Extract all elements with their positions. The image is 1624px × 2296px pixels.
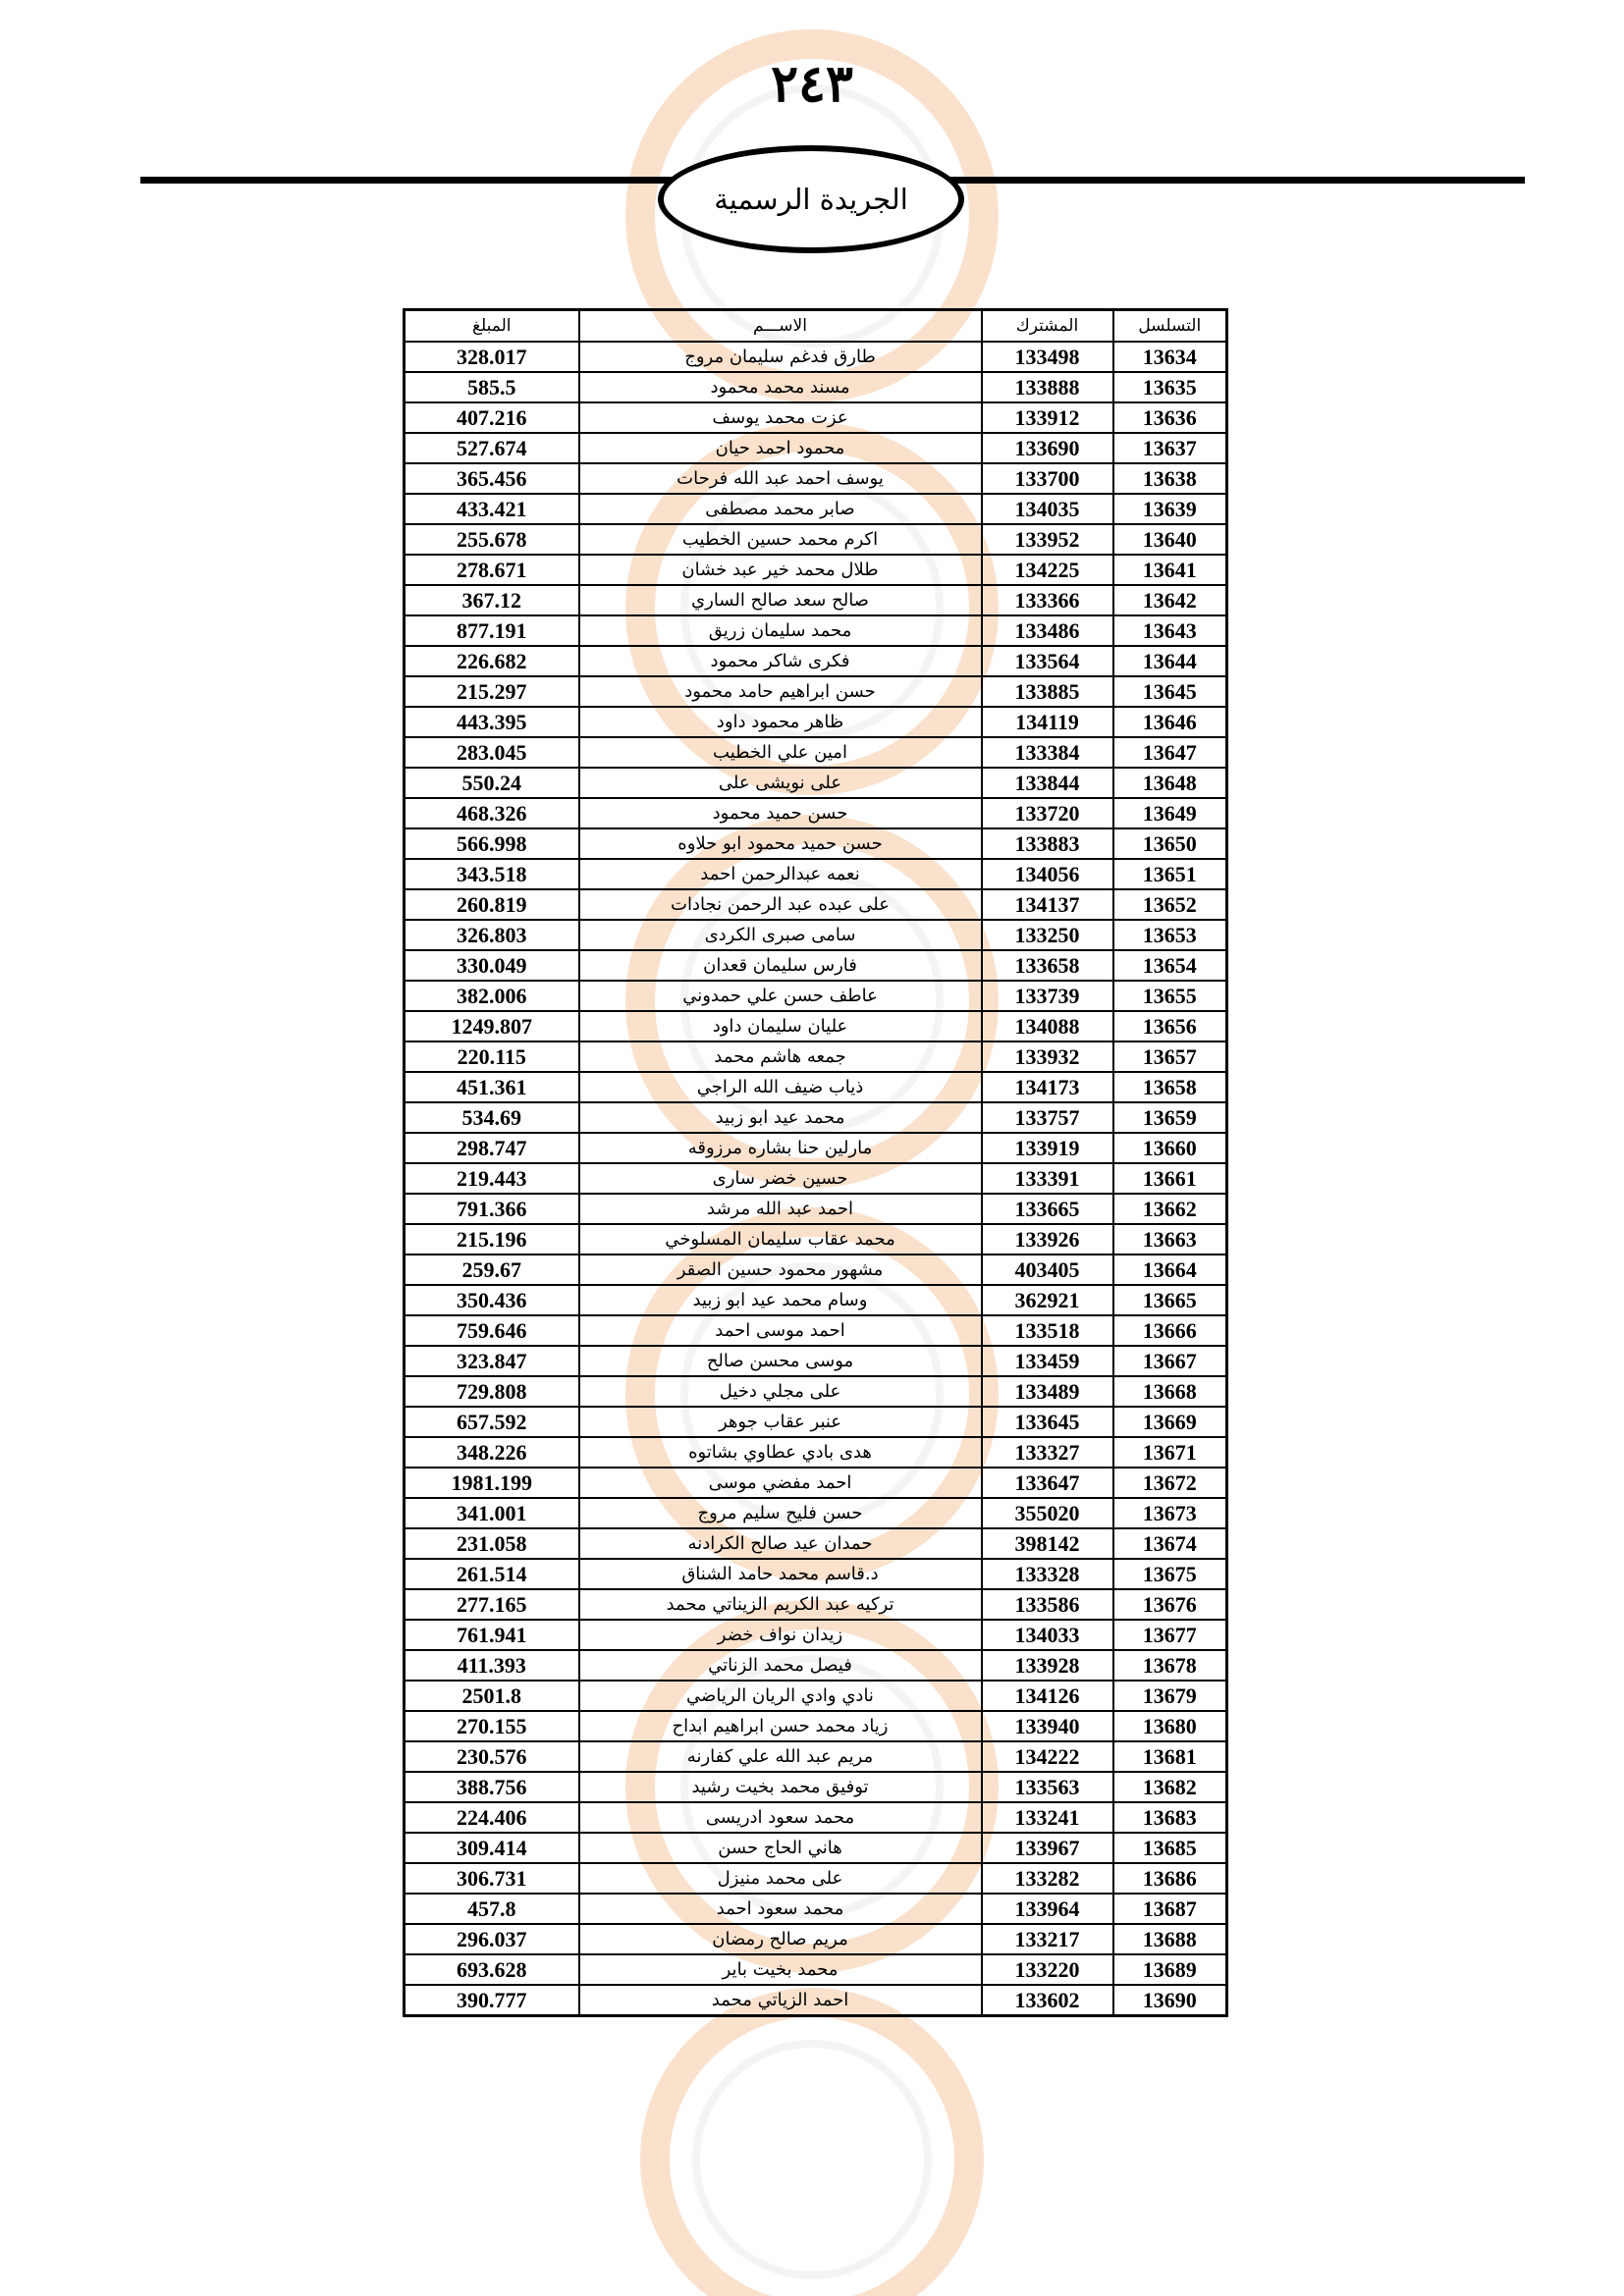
- cell-subscriber: 133241: [982, 1802, 1113, 1833]
- cell-name: امين علي الخطيب: [579, 737, 982, 768]
- cell-subscriber: 133952: [982, 524, 1113, 555]
- cell-name: حسن ابراهيم حامد محمود: [579, 676, 982, 707]
- table-row: [405, 1437, 1227, 1468]
- cell-subscriber: 133366: [982, 585, 1113, 615]
- cell-name: حسن حميد محمود: [579, 798, 982, 828]
- cell-subscriber: 134033: [982, 1620, 1113, 1650]
- cell-subscriber: 134222: [982, 1741, 1113, 1772]
- cell-name: محمد عقاب سليمان المسلوخي: [579, 1224, 982, 1255]
- cell-name: على عبده عبد الرحمن نجادات: [579, 889, 982, 920]
- header-oval: [658, 145, 964, 253]
- cell-subscriber: 133391: [982, 1163, 1113, 1194]
- cell-serial: 13668: [1113, 1376, 1227, 1407]
- cell-subscriber: 133282: [982, 1863, 1113, 1894]
- cell-amount: 550.24: [405, 768, 579, 798]
- table-row: [405, 463, 1227, 494]
- cell-subscriber: 133912: [982, 402, 1113, 433]
- table-row: [405, 1650, 1227, 1681]
- cell-amount: 657.592: [405, 1407, 579, 1437]
- cell-serial: 13679: [1113, 1681, 1227, 1711]
- cell-subscriber: 134088: [982, 1011, 1113, 1041]
- cell-serial: 13683: [1113, 1802, 1227, 1833]
- table-row: [405, 585, 1227, 615]
- cell-name: فيصل محمد الزناتي: [579, 1650, 982, 1681]
- cell-name: زياد محمد حسن ابراهيم ابداح: [579, 1711, 982, 1741]
- cell-serial: 13641: [1113, 555, 1227, 585]
- cell-amount: 791.366: [405, 1194, 579, 1224]
- cell-amount: 729.808: [405, 1376, 579, 1407]
- cell-name: د.قاسم محمد حامد الشناق: [579, 1559, 982, 1589]
- cell-amount: 534.69: [405, 1102, 579, 1133]
- table-row: [405, 828, 1227, 859]
- cell-serial: 13667: [1113, 1346, 1227, 1376]
- cell-name: عنبر عقاب جوهر: [579, 1407, 982, 1437]
- table-row: [405, 1954, 1227, 1985]
- cell-amount: 309.414: [405, 1833, 579, 1863]
- table-row: [405, 1315, 1227, 1346]
- table-row: [405, 1011, 1227, 1041]
- cell-name: وسام محمد عيد ابو زبيد: [579, 1285, 982, 1315]
- cell-amount: 759.646: [405, 1315, 579, 1346]
- cell-amount: 468.326: [405, 798, 579, 828]
- table-row: [405, 1072, 1227, 1102]
- cell-name: نادي وادي الريان الرياضي: [579, 1681, 982, 1711]
- cell-amount: 457.8: [405, 1894, 579, 1924]
- cell-amount: 219.443: [405, 1163, 579, 1194]
- cell-subscriber: 133919: [982, 1133, 1113, 1163]
- cell-serial: 13638: [1113, 463, 1227, 494]
- cell-amount: 350.436: [405, 1285, 579, 1315]
- cell-name: محمود احمد حيان: [579, 433, 982, 463]
- table-row: [405, 1255, 1227, 1285]
- cell-amount: 270.155: [405, 1711, 579, 1741]
- cell-subscriber: 133926: [982, 1224, 1113, 1255]
- cell-subscriber: 403405: [982, 1255, 1113, 1285]
- cell-serial: 13685: [1113, 1833, 1227, 1863]
- cell-name: موسى محسن صالح: [579, 1346, 982, 1376]
- cell-serial: 13688: [1113, 1924, 1227, 1954]
- header-amount: المبلغ: [405, 310, 579, 343]
- table-row: [405, 372, 1227, 402]
- cell-amount: 328.017: [405, 342, 579, 372]
- cell-subscriber: 133844: [982, 768, 1113, 798]
- cell-name: مشهور محمود حسين الصقر: [579, 1255, 982, 1285]
- table-row: [405, 342, 1227, 372]
- cell-amount: 296.037: [405, 1924, 579, 1954]
- cell-subscriber: 133459: [982, 1346, 1113, 1376]
- cell-amount: 260.819: [405, 889, 579, 920]
- cell-serial: 13661: [1113, 1163, 1227, 1194]
- cell-subscriber: 133220: [982, 1954, 1113, 1985]
- cell-subscriber: 134126: [982, 1681, 1113, 1711]
- cell-serial: 13636: [1113, 402, 1227, 433]
- table-row: [405, 494, 1227, 524]
- cell-amount: 283.045: [405, 737, 579, 768]
- cell-serial: 13651: [1113, 859, 1227, 889]
- cell-name: احمد الزياتي محمد: [579, 1985, 982, 2016]
- cell-serial: 13689: [1113, 1954, 1227, 1985]
- cell-subscriber: 133498: [982, 342, 1113, 372]
- table-row: [405, 1772, 1227, 1802]
- cell-serial: 13657: [1113, 1041, 1227, 1072]
- cell-name: طارق فدغم سليمان مروج: [579, 342, 982, 372]
- table-row: [405, 646, 1227, 676]
- cell-amount: 365.456: [405, 463, 579, 494]
- cell-amount: 433.421: [405, 494, 579, 524]
- cell-subscriber: 355020: [982, 1498, 1113, 1528]
- cell-name: مسند محمد محمود: [579, 372, 982, 402]
- table-row: [405, 1346, 1227, 1376]
- cell-name: توفيق محمد بخيت رشيد: [579, 1772, 982, 1802]
- cell-serial: 13655: [1113, 981, 1227, 1011]
- cell-subscriber: 133645: [982, 1407, 1113, 1437]
- cell-serial: 13673: [1113, 1498, 1227, 1528]
- cell-serial: 13653: [1113, 920, 1227, 950]
- cell-name: عاطف حسن علي حمدوني: [579, 981, 982, 1011]
- cell-name: ظاهر محمود داود: [579, 707, 982, 737]
- cell-amount: 761.941: [405, 1620, 579, 1650]
- table-row: [405, 737, 1227, 768]
- table-row: [405, 1407, 1227, 1437]
- cell-subscriber: 133602: [982, 1985, 1113, 2016]
- cell-subscriber: 133486: [982, 615, 1113, 646]
- table-row: [405, 707, 1227, 737]
- cell-serial: 13669: [1113, 1407, 1227, 1437]
- cell-serial: 13677: [1113, 1620, 1227, 1650]
- cell-amount: 348.226: [405, 1437, 579, 1468]
- cell-subscriber: 133932: [982, 1041, 1113, 1072]
- cell-name: حسن حميد محمود ابو حلاوه: [579, 828, 982, 859]
- table-row: [405, 1163, 1227, 1194]
- cell-amount: 1249.807: [405, 1011, 579, 1041]
- cell-serial: 13654: [1113, 950, 1227, 981]
- cell-subscriber: 133883: [982, 828, 1113, 859]
- cell-serial: 13664: [1113, 1255, 1227, 1285]
- cell-subscriber: 133327: [982, 1437, 1113, 1468]
- cell-name: سامى صبرى الكردى: [579, 920, 982, 950]
- cell-subscriber: 134137: [982, 889, 1113, 920]
- cell-subscriber: 133518: [982, 1315, 1113, 1346]
- cell-serial: 13646: [1113, 707, 1227, 737]
- cell-subscriber: 133964: [982, 1894, 1113, 1924]
- cell-amount: 585.5: [405, 372, 579, 402]
- table-row: [405, 920, 1227, 950]
- cell-name: محمد عيد ابو زبيد: [579, 1102, 982, 1133]
- cell-name: يوسف احمد عبد الله فرحات: [579, 463, 982, 494]
- table-row: [405, 1924, 1227, 1954]
- cell-amount: 261.514: [405, 1559, 579, 1589]
- cell-subscriber: 133928: [982, 1650, 1113, 1681]
- cell-serial: 13648: [1113, 768, 1227, 798]
- cell-subscriber: 133739: [982, 981, 1113, 1011]
- table-row: [405, 1498, 1227, 1528]
- table-row: [405, 798, 1227, 828]
- table-row: [405, 433, 1227, 463]
- cell-name: فكرى شاكر محمود: [579, 646, 982, 676]
- cell-subscriber: 134119: [982, 707, 1113, 737]
- cell-name: زيدان نواف خضر: [579, 1620, 982, 1650]
- cell-subscriber: 133586: [982, 1589, 1113, 1620]
- header-subscriber: المشترك: [982, 310, 1113, 343]
- cell-subscriber: 134225: [982, 555, 1113, 585]
- table-row: [405, 981, 1227, 1011]
- cell-name: طلال محمد خير عبد خشان: [579, 555, 982, 585]
- table-row: [405, 676, 1227, 707]
- cell-name: فارس سليمان قعدان: [579, 950, 982, 981]
- cell-serial: 13671: [1113, 1437, 1227, 1468]
- cell-serial: 13672: [1113, 1468, 1227, 1498]
- cell-serial: 13675: [1113, 1559, 1227, 1589]
- cell-name: حسين خضر سارى: [579, 1163, 982, 1194]
- table-row: [405, 1620, 1227, 1650]
- cell-name: على مجلي دخيل: [579, 1376, 982, 1407]
- cell-serial: 13649: [1113, 798, 1227, 828]
- cell-subscriber: 133757: [982, 1102, 1113, 1133]
- cell-serial: 13682: [1113, 1772, 1227, 1802]
- header-serial: التسلسل: [1113, 310, 1227, 343]
- cell-serial: 13643: [1113, 615, 1227, 646]
- cell-amount: 367.12: [405, 585, 579, 615]
- cell-amount: 411.393: [405, 1650, 579, 1681]
- cell-subscriber: 362921: [982, 1285, 1113, 1315]
- cell-name: جمعه هاشم محمد: [579, 1041, 982, 1072]
- cell-amount: 326.803: [405, 920, 579, 950]
- cell-serial: 13634: [1113, 342, 1227, 372]
- cell-name: اكرم محمد حسين الخطيب: [579, 524, 982, 555]
- cell-amount: 231.058: [405, 1528, 579, 1559]
- cell-subscriber: 133720: [982, 798, 1113, 828]
- cell-subscriber: 133384: [982, 737, 1113, 768]
- cell-amount: 407.216: [405, 402, 579, 433]
- cell-subscriber: 133665: [982, 1194, 1113, 1224]
- cell-name: احمد مفضي موسى: [579, 1468, 982, 1498]
- cell-amount: 451.361: [405, 1072, 579, 1102]
- table-row: [405, 1985, 1227, 2016]
- cell-subscriber: 133563: [982, 1772, 1113, 1802]
- table-row: [405, 1102, 1227, 1133]
- cell-amount: 215.297: [405, 676, 579, 707]
- cell-amount: 226.682: [405, 646, 579, 676]
- table-row: [405, 1285, 1227, 1315]
- table-row: [405, 1194, 1227, 1224]
- page-number: ٢٤٣: [771, 54, 853, 114]
- cell-name: صابر محمد مصطفى: [579, 494, 982, 524]
- cell-amount: 298.747: [405, 1133, 579, 1163]
- cell-subscriber: 133489: [982, 1376, 1113, 1407]
- gazette-title: الجريدة الرسمية: [714, 183, 908, 216]
- cell-subscriber: 133658: [982, 950, 1113, 981]
- cell-amount: 1981.199: [405, 1468, 579, 1498]
- table-row: [405, 1468, 1227, 1498]
- cell-name: تركيه عبد الكريم الزيناتي محمد: [579, 1589, 982, 1620]
- table-row: [405, 1894, 1227, 1924]
- cell-name: محمد سعود ادريسى: [579, 1802, 982, 1833]
- cell-serial: 13644: [1113, 646, 1227, 676]
- table-row: [405, 1589, 1227, 1620]
- table-row: [405, 1041, 1227, 1072]
- cell-serial: 13637: [1113, 433, 1227, 463]
- cell-subscriber: 133700: [982, 463, 1113, 494]
- cell-serial: 13680: [1113, 1711, 1227, 1741]
- table-row: [405, 768, 1227, 798]
- cell-name: احمد موسى احمد: [579, 1315, 982, 1346]
- cell-amount: 877.191: [405, 615, 579, 646]
- table-row: [405, 1224, 1227, 1255]
- cell-serial: 13658: [1113, 1072, 1227, 1102]
- cell-amount: 390.777: [405, 1985, 579, 2016]
- cell-subscriber: 133328: [982, 1559, 1113, 1589]
- cell-amount: 323.847: [405, 1346, 579, 1376]
- cell-name: هاني الحاج حسن: [579, 1833, 982, 1863]
- cell-amount: 306.731: [405, 1863, 579, 1894]
- cell-name: على محمد منيزل: [579, 1863, 982, 1894]
- cell-amount: 220.115: [405, 1041, 579, 1072]
- cell-amount: 382.006: [405, 981, 579, 1011]
- cell-serial: 13647: [1113, 737, 1227, 768]
- cell-amount: 230.576: [405, 1741, 579, 1772]
- subscriber-table: [403, 308, 1228, 2017]
- cell-name: نعمه عبدالرحمن احمد: [579, 859, 982, 889]
- table-row: [405, 1863, 1227, 1894]
- table-row: [405, 555, 1227, 585]
- cell-serial: 13663: [1113, 1224, 1227, 1255]
- cell-serial: 13681: [1113, 1741, 1227, 1772]
- cell-subscriber: 134035: [982, 494, 1113, 524]
- cell-subscriber: 133690: [982, 433, 1113, 463]
- table-row: [405, 615, 1227, 646]
- cell-subscriber: 133940: [982, 1711, 1113, 1741]
- cell-serial: 13656: [1113, 1011, 1227, 1041]
- cell-name: على نويشى على: [579, 768, 982, 798]
- cell-serial: 13652: [1113, 889, 1227, 920]
- table-row: [405, 1802, 1227, 1833]
- table-row: [405, 1681, 1227, 1711]
- cell-serial: 13640: [1113, 524, 1227, 555]
- cell-serial: 13642: [1113, 585, 1227, 615]
- cell-subscriber: 133250: [982, 920, 1113, 950]
- table-row: [405, 1528, 1227, 1559]
- cell-amount: 527.674: [405, 433, 579, 463]
- cell-subscriber: 133967: [982, 1833, 1113, 1863]
- cell-amount: 278.671: [405, 555, 579, 585]
- cell-subscriber: 133564: [982, 646, 1113, 676]
- table-row: [405, 950, 1227, 981]
- cell-name: مريم عبد الله علي كفارنه: [579, 1741, 982, 1772]
- cell-serial: 13660: [1113, 1133, 1227, 1163]
- cell-name: مريم صالح رمضان: [579, 1924, 982, 1954]
- cell-amount: 2501.8: [405, 1681, 579, 1711]
- cell-subscriber: 133888: [982, 372, 1113, 402]
- table-row: [405, 524, 1227, 555]
- header-name: الاســـم: [579, 310, 982, 343]
- cell-amount: 224.406: [405, 1802, 579, 1833]
- table-row: [405, 402, 1227, 433]
- cell-serial: 13639: [1113, 494, 1227, 524]
- cell-serial: 13645: [1113, 676, 1227, 707]
- cell-amount: 443.395: [405, 707, 579, 737]
- cell-subscriber: 133647: [982, 1468, 1113, 1498]
- cell-subscriber: 133217: [982, 1924, 1113, 1954]
- cell-name: محمد سليمان زريق: [579, 615, 982, 646]
- cell-amount: 215.196: [405, 1224, 579, 1255]
- cell-subscriber: 134056: [982, 859, 1113, 889]
- cell-serial: 13686: [1113, 1863, 1227, 1894]
- cell-serial: 13659: [1113, 1102, 1227, 1133]
- cell-amount: 259.67: [405, 1255, 579, 1285]
- cell-serial: 13687: [1113, 1894, 1227, 1924]
- table-header-row: [405, 310, 1227, 343]
- table-row: [405, 889, 1227, 920]
- cell-serial: 13674: [1113, 1528, 1227, 1559]
- cell-serial: 13690: [1113, 1985, 1227, 2016]
- cell-amount: 343.518: [405, 859, 579, 889]
- cell-name: احمد عبد الله مرشد: [579, 1194, 982, 1224]
- table-row: [405, 1741, 1227, 1772]
- cell-amount: 255.678: [405, 524, 579, 555]
- cell-name: محمد سعود احمد: [579, 1894, 982, 1924]
- cell-serial: 13678: [1113, 1650, 1227, 1681]
- cell-serial: 13666: [1113, 1315, 1227, 1346]
- cell-serial: 13662: [1113, 1194, 1227, 1224]
- cell-amount: 330.049: [405, 950, 579, 981]
- table-row: [405, 1376, 1227, 1407]
- cell-name: حمدان عيد صالح الكرادنه: [579, 1528, 982, 1559]
- cell-name: محمد بخيت باير: [579, 1954, 982, 1985]
- cell-name: مارلين حنا بشاره مرزوقه: [579, 1133, 982, 1163]
- cell-serial: 13650: [1113, 828, 1227, 859]
- table-row: [405, 1711, 1227, 1741]
- cell-name: هدى بادي عطاوي بشاتوه: [579, 1437, 982, 1468]
- cell-subscriber: 133885: [982, 676, 1113, 707]
- table-row: [405, 1133, 1227, 1163]
- cell-name: عليان سليمان داود: [579, 1011, 982, 1041]
- cell-name: حسن فليح سليم مروج: [579, 1498, 982, 1528]
- cell-subscriber: 398142: [982, 1528, 1113, 1559]
- table-row: [405, 1833, 1227, 1863]
- cell-serial: 13635: [1113, 372, 1227, 402]
- cell-name: صالح سعد صالح الساري: [579, 585, 982, 615]
- cell-serial: 13676: [1113, 1589, 1227, 1620]
- cell-subscriber: 134173: [982, 1072, 1113, 1102]
- cell-name: عزت محمد يوسف: [579, 402, 982, 433]
- cell-amount: 341.001: [405, 1498, 579, 1528]
- cell-amount: 388.756: [405, 1772, 579, 1802]
- cell-name: ذياب ضيف الله الراجي: [579, 1072, 982, 1102]
- cell-amount: 566.998: [405, 828, 579, 859]
- cell-amount: 277.165: [405, 1589, 579, 1620]
- cell-serial: 13665: [1113, 1285, 1227, 1315]
- table-row: [405, 859, 1227, 889]
- table-row: [405, 1559, 1227, 1589]
- cell-amount: 693.628: [405, 1954, 579, 1985]
